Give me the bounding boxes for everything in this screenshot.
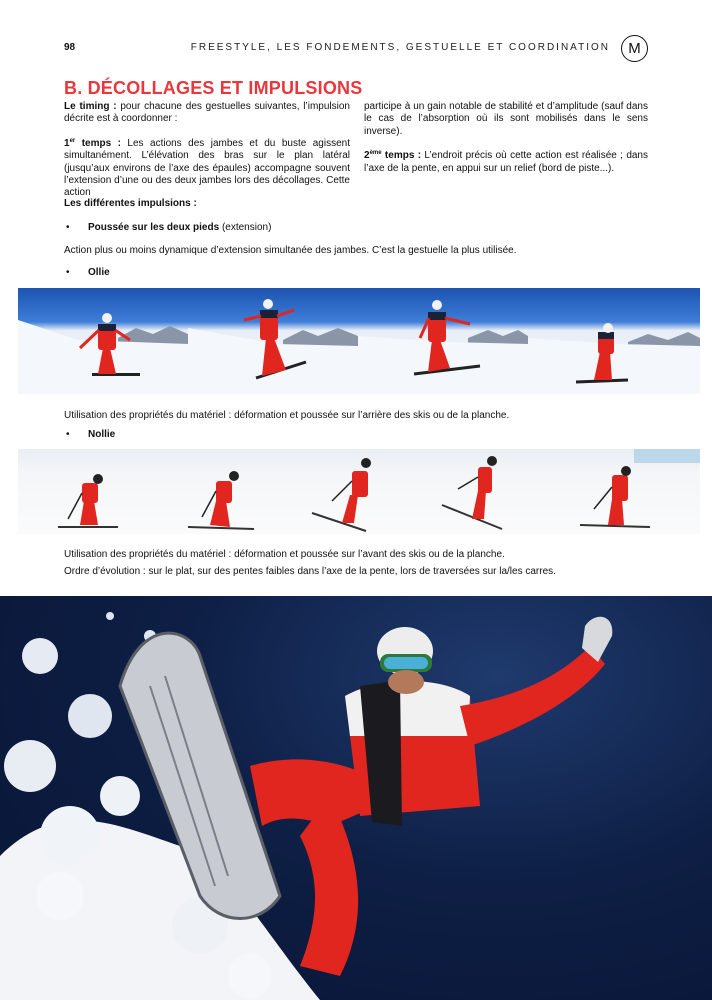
text-column-right <box>364 101 648 187</box>
nollie-photo-5 <box>564 449 700 534</box>
ollie-photo-1 <box>18 288 188 394</box>
ollie-photo-2 <box>188 288 358 394</box>
nollie-photo-3 <box>292 449 428 534</box>
timing-text: pour chacune des gestuelles suivantes, l’impulsion décrite est à coordonner : <box>64 101 350 125</box>
ollie-figure-1 <box>18 288 188 394</box>
timing-paragraph <box>64 101 350 126</box>
ollie-caption: Utilisation des propriétés du matériel : déformation et poussée sur l’arrière des skis ou de la planche. <box>64 410 510 421</box>
page-number: 98 <box>64 42 76 53</box>
temps2-superscript: ème <box>369 150 382 157</box>
bullet-dot: • <box>66 429 70 440</box>
bullet-dot: • <box>66 222 70 233</box>
temps1-label: temps : <box>75 137 121 149</box>
bullet-label: Poussée sur les deux pieds <box>88 222 220 233</box>
nollie-caption: Utilisation des propriétés du matériel : déformation et poussée sur l’avant des skis ou de la planche. <box>64 549 505 560</box>
bullet-item-nollie <box>66 429 115 440</box>
temps1-number: 1 <box>64 137 70 149</box>
impulsions-heading: Les différentes impulsions : <box>64 198 197 209</box>
timing-label: Le timing : <box>64 101 117 112</box>
bullet-dot: • <box>66 267 70 278</box>
temps1-text: Les actions des jambes et du buste agissent simultanément. L’élévation des bras sur le plan latéral (jusqu’aux environs de l’axe des épaules) accompagne souvent l’extension d’une ou des deux jambes lors des décollages. Cette action <box>64 137 350 199</box>
publisher-logo: M <box>621 35 648 62</box>
ollie-figure-2 <box>188 288 358 394</box>
temps2-label: temps : <box>381 150 422 162</box>
ollie-photo-3 <box>358 288 528 394</box>
nollie-figure-2 <box>158 449 292 534</box>
bullet-item-extension <box>66 222 271 233</box>
bullet-label: Ollie <box>88 267 110 278</box>
nollie-figure-3 <box>292 449 428 534</box>
nollie-figure-5 <box>564 449 700 534</box>
evolution-line: Ordre d’évolution : sur le plat, sur des pentes faibles dans l’axe de la pente, lors de traversées sur la/les carres. <box>64 566 556 577</box>
temps1-superscript: er <box>69 137 76 144</box>
nollie-photo-4 <box>428 449 564 534</box>
hero-photo-snowboarder <box>0 596 712 1000</box>
temps2-text: L’endroit précis où cette action est réalisée ; dans l’axe de la pente, en appui sur un relief (bord de piste...). <box>364 150 648 174</box>
temps1-paragraph <box>64 138 350 200</box>
running-title: FREESTYLE, LES FONDEMENTS, GESTUELLE ET COORDINATION <box>190 42 610 53</box>
text-column-left <box>64 101 350 212</box>
ollie-photo-strip <box>18 288 700 394</box>
continuation-paragraph: participe à un gain notable de stabilité et d’amplitude (sauf dans le cas de l’absorption où ils sont mobilisés dans le sens inverse). <box>364 101 648 137</box>
ollie-figure-3 <box>358 288 528 394</box>
temps2-paragraph <box>364 150 648 175</box>
nollie-figure-1 <box>18 449 158 534</box>
ollie-figure-4 <box>528 288 700 394</box>
extension-description: Action plus ou moins dynamique d’extension simultanée des jambes. C’est la gestuelle la plus utilisée. <box>64 245 517 256</box>
ollie-photo-4 <box>528 288 700 394</box>
nollie-figure-4 <box>428 449 564 534</box>
hero-illustration <box>0 596 712 1000</box>
bullet-item-ollie <box>66 267 110 278</box>
bullet-suffix: (extension) <box>219 222 272 233</box>
temps2-number: 2 <box>364 150 370 162</box>
nollie-photo-strip <box>18 449 700 534</box>
bullet-label: Nollie <box>88 429 116 440</box>
nollie-photo-2 <box>158 449 292 534</box>
nollie-photo-1 <box>18 449 158 534</box>
section-title: B. DÉCOLLAGES ET IMPULSIONS <box>64 78 363 98</box>
